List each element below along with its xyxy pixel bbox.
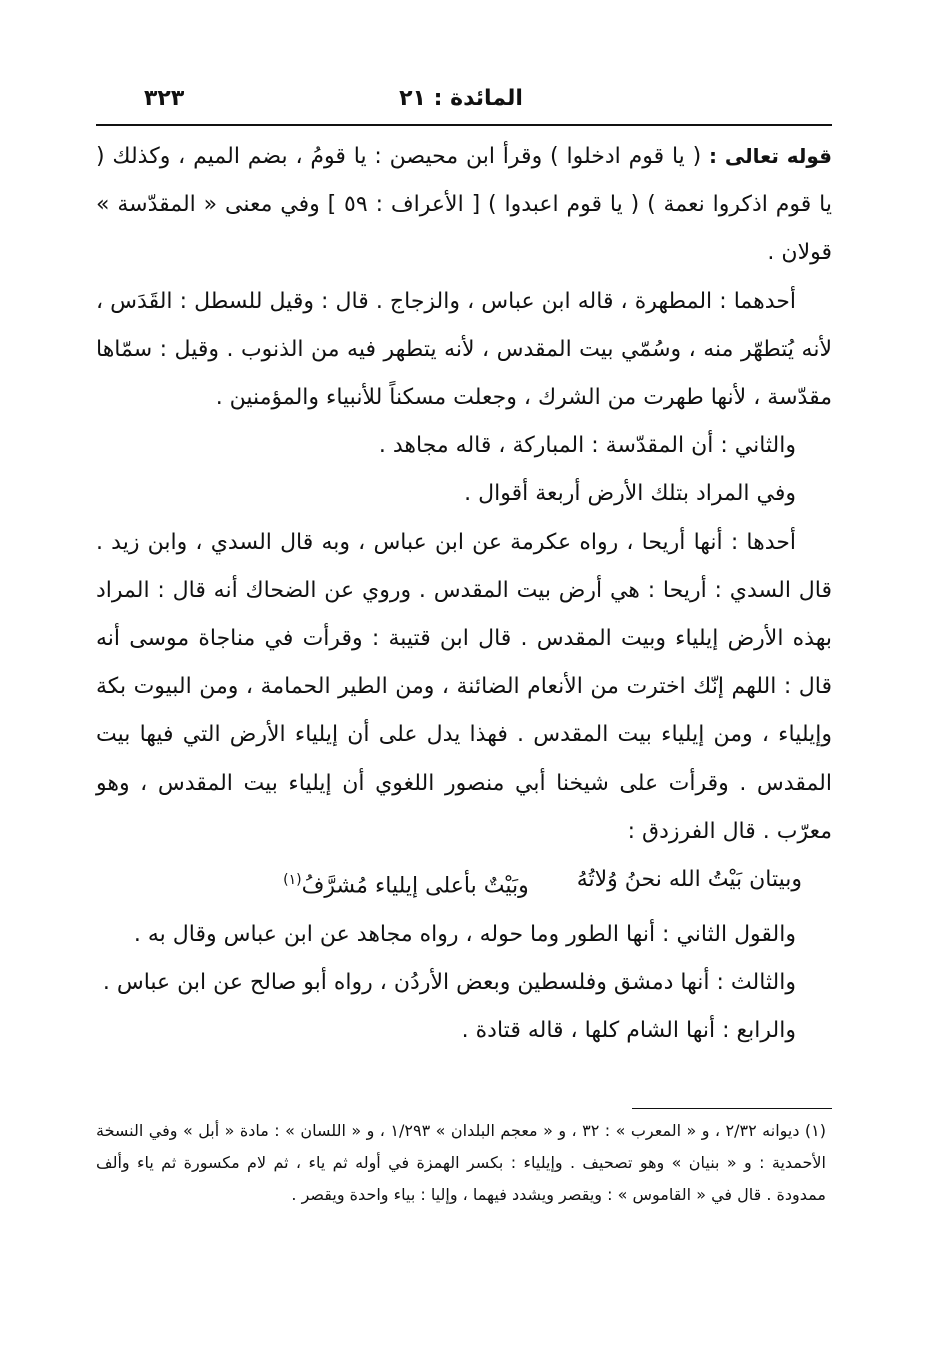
page-number: ٣٢٣ bbox=[144, 86, 185, 111]
footnote-marker: (١) bbox=[283, 872, 302, 889]
footnote-rule bbox=[632, 1108, 832, 1109]
running-title: المائدة : ٢١ bbox=[399, 86, 523, 111]
poetry-verse bbox=[96, 856, 832, 911]
paragraph: والقول الثاني : أنها الطور وما حوله ، رواه مجاهد عن ابن عباس وقال به . bbox=[133, 921, 796, 947]
paragraph-text: ( يا قوم ادخلوا ) وقرأ ابن محيصن : يا قومُ ، بضم الميم ، وكذلك ( يا قوم اذكروا نعمة ) ( يا قوم اعبدوا ) [ الأعراف : ٥٩ ] وفي معنى « المقدّسة » قولان . bbox=[96, 144, 832, 266]
footnote: (١) ديوانه ٢/٣٢ ، و « المعرب » : ٣٢ ، و « معجم البلدان » ١/٢٩٣ ، و « اللسان » : مادة « أبل » وفي النسخة الأحمدية : و « بنيان » وهو تصحيف . وإيلياء : بكسر الهمزة في أوله ثم ياء ، ثم لام مكسورة ثم ياء وألف ممدودة . قال في « القاموس » : ويقصر ويشدد فيهما ، وإليا : بياء واحدة ويقصر . bbox=[96, 1121, 827, 1204]
paragraph: أحدها : أنها أريحا ، رواه عكرمة عن ابن عباس ، وبه قال السدي ، وابن زيد . قال السدي : أريحا : هي أرض بيت المقدس . وروي عن الضحاك أنه قال : المراد بهذه الأرض إيلياء وبيت المقدس . قال ابن قتيبة : وقرأت في مناجاة موسى أنه قال : اللهم إنّك اخترت من الأنعام الضائنة ، ومن الطير الحمامة ، ومن البيوت بكة وإيلياء ، ومن إيلياء بيت المقدس . فهذا يدل على أن إيلياء الأرض التي فيها بيت المقدس . وقرأت على شيخنا أبي منصور اللغوي أن إيلياء بيت المقدس ، وهو معرّب . قال الفرزدق : bbox=[96, 529, 832, 844]
paragraph-lead: قوله تعالى : bbox=[709, 144, 833, 168]
paragraph: وفي المراد بتلك الأرض أربعة أقوال . bbox=[464, 481, 796, 507]
main-text bbox=[96, 132, 832, 1055]
paragraph: أحدهما : المطهرة ، قاله ابن عباس ، والزجاج . قال : وقيل للسطل : القَدَس ، لأنه يُتطهّر منه ، وسُمّي بيت المقدس ، لأنه يتطهر فيه من الذنوب . وقيل : سمّاها مقدّسة ، لأنها طهرت من الشرك ، وجعلت مسكناً للأنبياء والمؤمنين . bbox=[96, 288, 832, 411]
paragraph: والرابع : أنها الشام كلها ، قاله قتادة . bbox=[461, 1017, 796, 1043]
footnotes bbox=[96, 1115, 826, 1211]
paragraph: والثاني : أن المقدّسة : المباركة ، قاله مجاهد . bbox=[378, 433, 796, 459]
paragraph bbox=[96, 132, 832, 278]
verse-hemistich: وبيتان بَيْتُ الله نحنُ وُلاتُهُ bbox=[576, 867, 802, 893]
paragraph: والثالث : أنها دمشق وفلسطين وبعض الأردُن ، رواه أبو صالح عن ابن عباس . bbox=[102, 969, 796, 995]
header-rule bbox=[96, 124, 832, 126]
verse-hemistich: وبَيْتٌ بأعلى إيلياء مُشرَّفُ bbox=[301, 873, 529, 899]
page-header bbox=[96, 82, 826, 122]
